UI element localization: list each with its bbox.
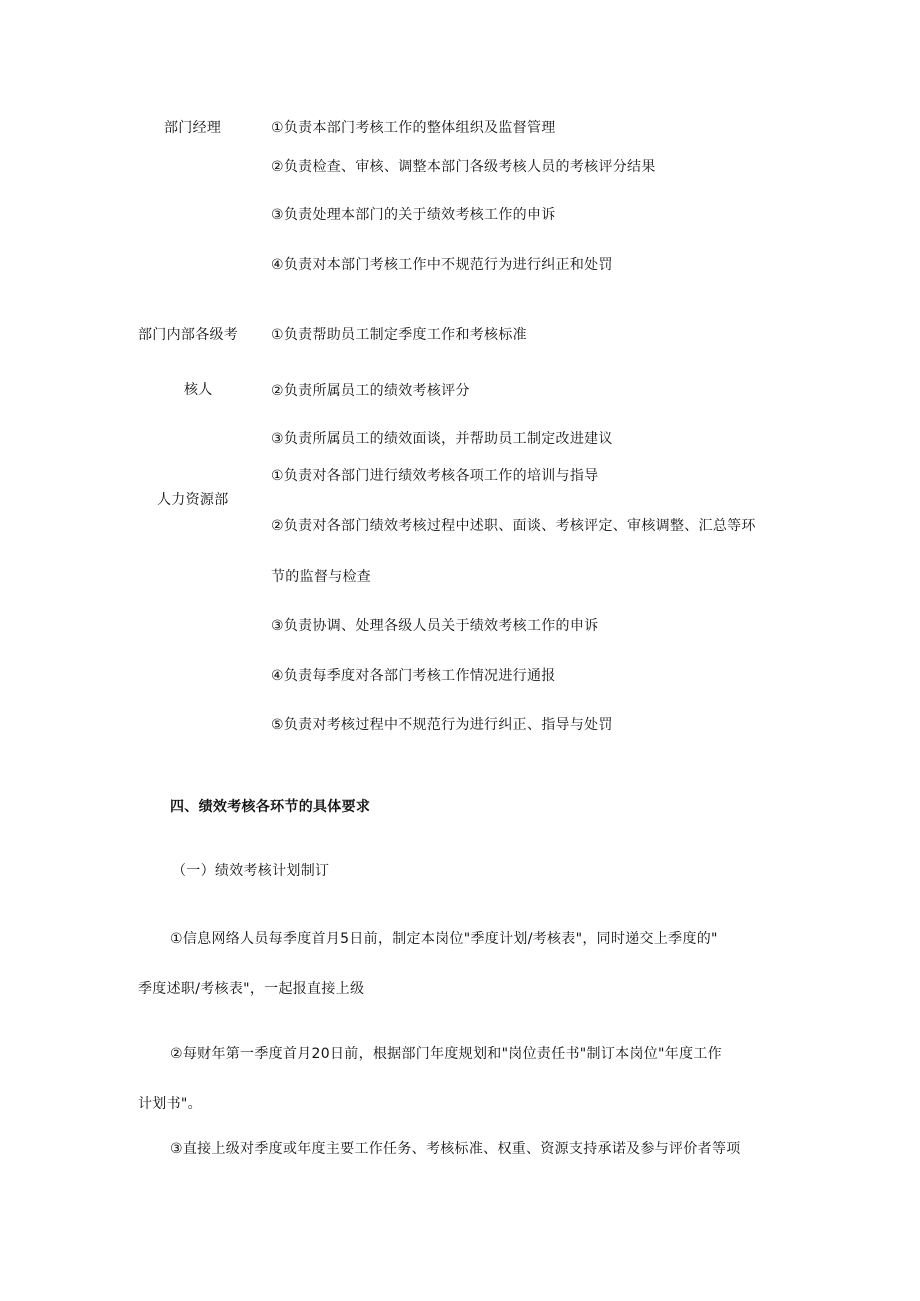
hr-duty-2: ②负责对各部门绩效考核过程中述职、面谈、考核评定、审核调整、汇总等环	[271, 518, 756, 534]
hr-duty-2-continued: 节的监督与检查	[271, 569, 372, 585]
hr-duty-5: ⑤负责对考核过程中不规范行为进行纠正、指导与处罚	[271, 717, 613, 733]
assessor-duty-1: ①负责帮助员工制定季度工作和考核标准	[271, 327, 527, 343]
section-heading: 四、绩效考核各环节的具体要求	[170, 799, 371, 815]
paragraph-2-line1: ②每财年第一季度首月20日前，根据部门年度规划和"岗位责任书"制订本岗位"年度工作	[170, 1046, 722, 1062]
assessor-duty-3: ③负责所属员工的绩效面谈，并帮助员工制定改进建议	[271, 431, 613, 447]
hr-duty-1: ①负责对各部门进行绩效考核各项工作的培训与指导	[271, 468, 599, 484]
role-hr-department: 人力资源部	[157, 492, 229, 508]
role-internal-assessor-line1: 部门内部各级考	[138, 327, 239, 343]
role-department-manager: 部门经理	[164, 120, 222, 136]
paragraph-1-line2: 季度述职/考核表"，一起报直接上级	[138, 981, 365, 997]
section-subheading: （一）绩效考核计划制订	[172, 863, 330, 879]
paragraph-1-line1: ①信息网络人员每季度首月5日前，制定本岗位"季度计划/考核表"，同时递交上季度的"	[170, 931, 718, 947]
paragraph-3-line1: ③直接上级对季度或年度主要工作任务、考核标准、权重、资源支持承诺及参与评价者等项	[170, 1141, 741, 1157]
manager-duty-1: ①负责本部门考核工作的整体组织及监督管理	[271, 120, 556, 136]
role-internal-assessor-line2: 核人	[184, 382, 213, 398]
assessor-duty-2: ②负责所属员工的绩效考核评分	[271, 383, 470, 399]
manager-duty-3: ③负责处理本部门的关于绩效考核工作的申诉	[271, 207, 556, 223]
manager-duty-2: ②负责检查、审核、调整本部门各级考核人员的考核评分结果	[271, 159, 656, 175]
paragraph-2-line2: 计划书"。	[138, 1096, 202, 1112]
hr-duty-3: ③负责协调、处理各级人员关于绩效考核工作的申诉	[271, 618, 599, 634]
hr-duty-4: ④负责每季度对各部门考核工作情况进行通报	[271, 668, 556, 684]
manager-duty-4: ④负责对本部门考核工作中不规范行为进行纠正和处罚	[271, 257, 613, 273]
